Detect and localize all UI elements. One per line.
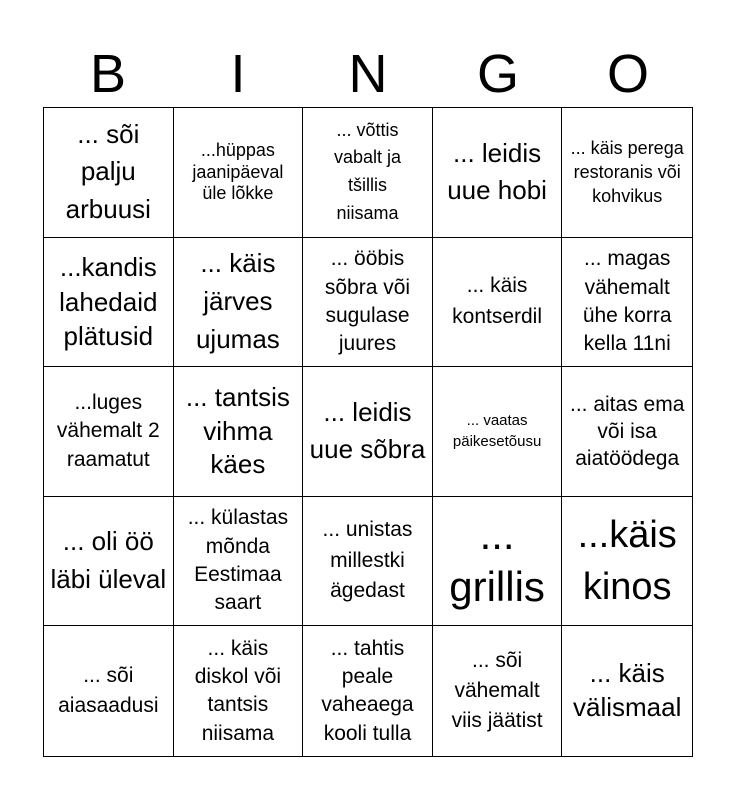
bingo-cell (562, 238, 692, 368)
bingo-cell (174, 626, 304, 756)
bingo-cell (303, 497, 433, 627)
bingo-cell (433, 238, 563, 368)
bingo-cell (562, 626, 692, 756)
title-letter-b: B (89, 44, 127, 104)
cell-text: ...käis kinos (577, 513, 677, 609)
bingo-cell (174, 367, 304, 497)
bingo-cell (562, 108, 692, 238)
cell-text: ... leidis uue sõbra (309, 396, 426, 465)
bingo-cell (303, 626, 433, 756)
bingo-board (43, 107, 693, 757)
bingo-cell (433, 626, 563, 756)
cell-text: ...hüppas jaanipäeval üle lõkke (192, 140, 284, 203)
cell-text: ... vaatas päikesetõusu (452, 411, 542, 451)
bingo-cell (303, 367, 433, 497)
bingo-cell (433, 367, 563, 497)
cell-text: ... ööbis sõbra või sugulase juures (324, 247, 411, 356)
bingo-cell (44, 238, 174, 368)
title-letter-n: N (348, 44, 388, 104)
bingo-title (43, 42, 693, 106)
cell-text: ... käis välismaal (573, 658, 682, 723)
cell-text: ... käis perega restoranis või kohvikus (570, 137, 684, 207)
bingo-cell (174, 238, 304, 368)
bingo-cell (44, 108, 174, 238)
bingo-cell (562, 497, 692, 627)
cell-text: ... sõi vähemalt viis jäätist (451, 648, 543, 733)
cell-text: ... tantsis vihma käes (185, 381, 290, 480)
bingo-cell (303, 238, 433, 368)
cell-text: ... sõi palju arbuusi (65, 118, 151, 225)
title-letter-o: O (606, 44, 649, 104)
bingo-cell (433, 108, 563, 238)
cell-text: ... aitas ema või isa aiatöödega (570, 392, 685, 471)
cell-text: ... käis kontserdil (452, 274, 543, 328)
bingo-cell (562, 367, 692, 497)
cell-text: ... leidis uue hobi (447, 137, 547, 206)
cell-text: ... oli öö läbi üleval (50, 526, 167, 595)
cell-text: ...luges vähemalt 2 raamatut (56, 390, 160, 471)
bingo-cell (433, 497, 563, 627)
bingo-cell (174, 497, 304, 627)
cell-text: ... grillis (449, 510, 545, 611)
bingo-cell (303, 108, 433, 238)
cell-text: ... külastas mõnda Eestimaa saart (187, 506, 289, 615)
title-letter-g: G (476, 44, 519, 104)
title-letter-i: I (230, 44, 246, 104)
cell-text: ... võttis vabalt ja tšillis niisama (333, 119, 401, 224)
cell-text: ...kandis lahedaid plätusid (59, 252, 158, 352)
cell-text: ... sõi aiasaadusi (58, 663, 159, 718)
cell-text: ... unistas millestki ägedast (322, 518, 413, 603)
cell-text: ... käis diskol või tantsis niisama (194, 636, 282, 745)
bingo-cell (174, 108, 304, 238)
cell-text: ... käis järves ujumas (195, 248, 280, 354)
bingo-cell (44, 367, 174, 497)
bingo-cell (44, 626, 174, 756)
cell-text: ... magas vähemalt ühe korra kella 11ni (582, 247, 672, 356)
bingo-cell (44, 497, 174, 627)
cell-text: ... tahtis peale vaheaega kooli tulla (321, 636, 414, 745)
